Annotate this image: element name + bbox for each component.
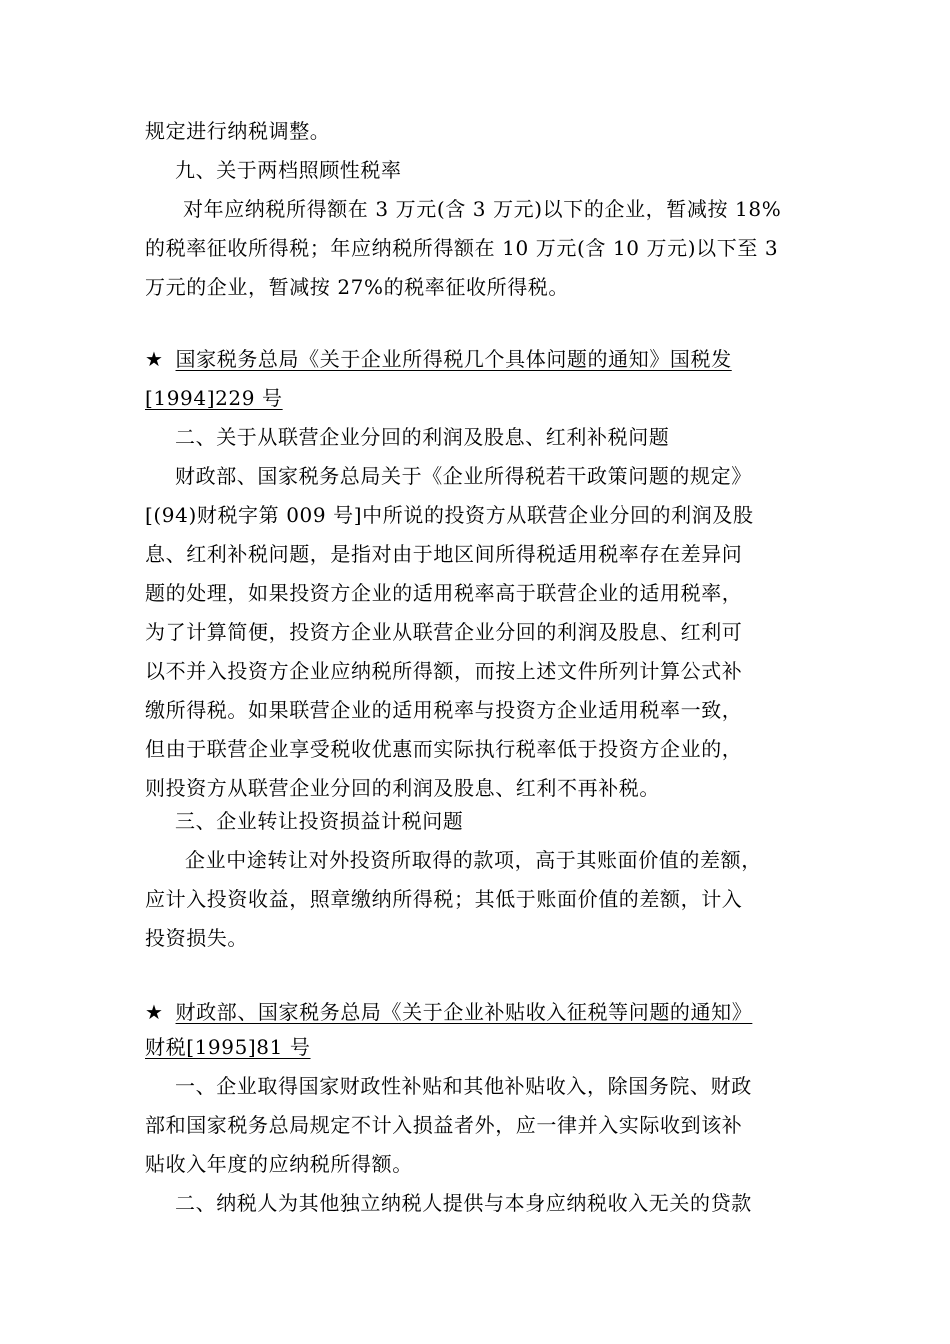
document-title-text: 财政部、国家税务总局《关于企业补贴收入征税等问题的通知》 [175,1000,753,1024]
text-line: 缴所得税。如果联营企业的适用税率与投资方企业适用税率一致， [145,698,743,722]
text-line: 企业中途转让对外投资所取得的款项，高于其账面价值的差额， [185,848,762,872]
text-line: 部和国家税务总局规定不计入损益者外，应一律并入实际收到该补 [145,1113,743,1137]
document-title [145,999,752,1025]
text-line: 则投资方从联营企业分回的利润及股息、红利不再补税。 [145,776,660,800]
text-line: 的税率征收所得税；年应纳税所得额在 10 万元(含 10 万元)以下至 3 [145,236,779,260]
text-line: 题的处理，如果投资方企业的适用税率高于联营企业的适用税率， [145,581,743,605]
text-line: 万元的企业，暂减按 27%的税率征收所得税。 [145,275,570,299]
document-title [145,346,732,372]
text-line: 为了计算简便，投资方企业从联营企业分回的利润及股息、红利可 [145,620,743,644]
document-number: [1994]229 号 [145,386,283,410]
text-line: 规定进行纳税调整。 [145,119,331,143]
text-line: 二、纳税人为其他独立纳税人提供与本身应纳税收入无关的贷款 [175,1191,752,1215]
text-line: 对年应纳税所得额在 3 万元(含 3 万元)以下的企业，暂减按 18% [183,197,782,221]
text-line: 以不并入投资方企业应纳税所得额，而按上述文件所列计算公式补 [145,659,743,683]
text-line: 财政部、国家税务总局关于《企业所得税若干政策问题的规定》 [175,464,752,488]
star-icon: ★ [145,347,164,371]
document-title-text: 国家税务总局《关于企业所得税几个具体问题的通知》国税发 [175,347,732,371]
section-heading: 二、关于从联营企业分回的利润及股息、红利补税问题 [175,425,670,449]
section-heading: 三、企业转让投资损益计税问题 [175,809,464,833]
text-line: 应计入投资收益，照章缴纳所得税；其低于账面价值的差额，计入 [145,887,743,911]
text-line: 一、企业取得国家财政性补贴和其他补贴收入，除国务院、财政 [175,1074,752,1098]
star-icon: ★ [145,1000,164,1024]
section-heading: 九、关于两档照顾性税率 [175,158,402,182]
text-line: 贴收入年度的应纳税所得额。 [145,1152,413,1176]
text-line: 投资损失。 [145,926,248,950]
text-line: 但由于联营企业享受税收优惠而实际执行税率低于投资方企业的， [145,737,743,761]
text-line: 息、红利补税问题，是指对由于地区间所得税适用税率存在差异问 [145,542,743,566]
document-number: 财税[1995]81 号 [145,1035,311,1059]
text-line: [(94)财税字第 009 号]中所说的投资方从联营企业分回的利润及股 [145,503,754,527]
